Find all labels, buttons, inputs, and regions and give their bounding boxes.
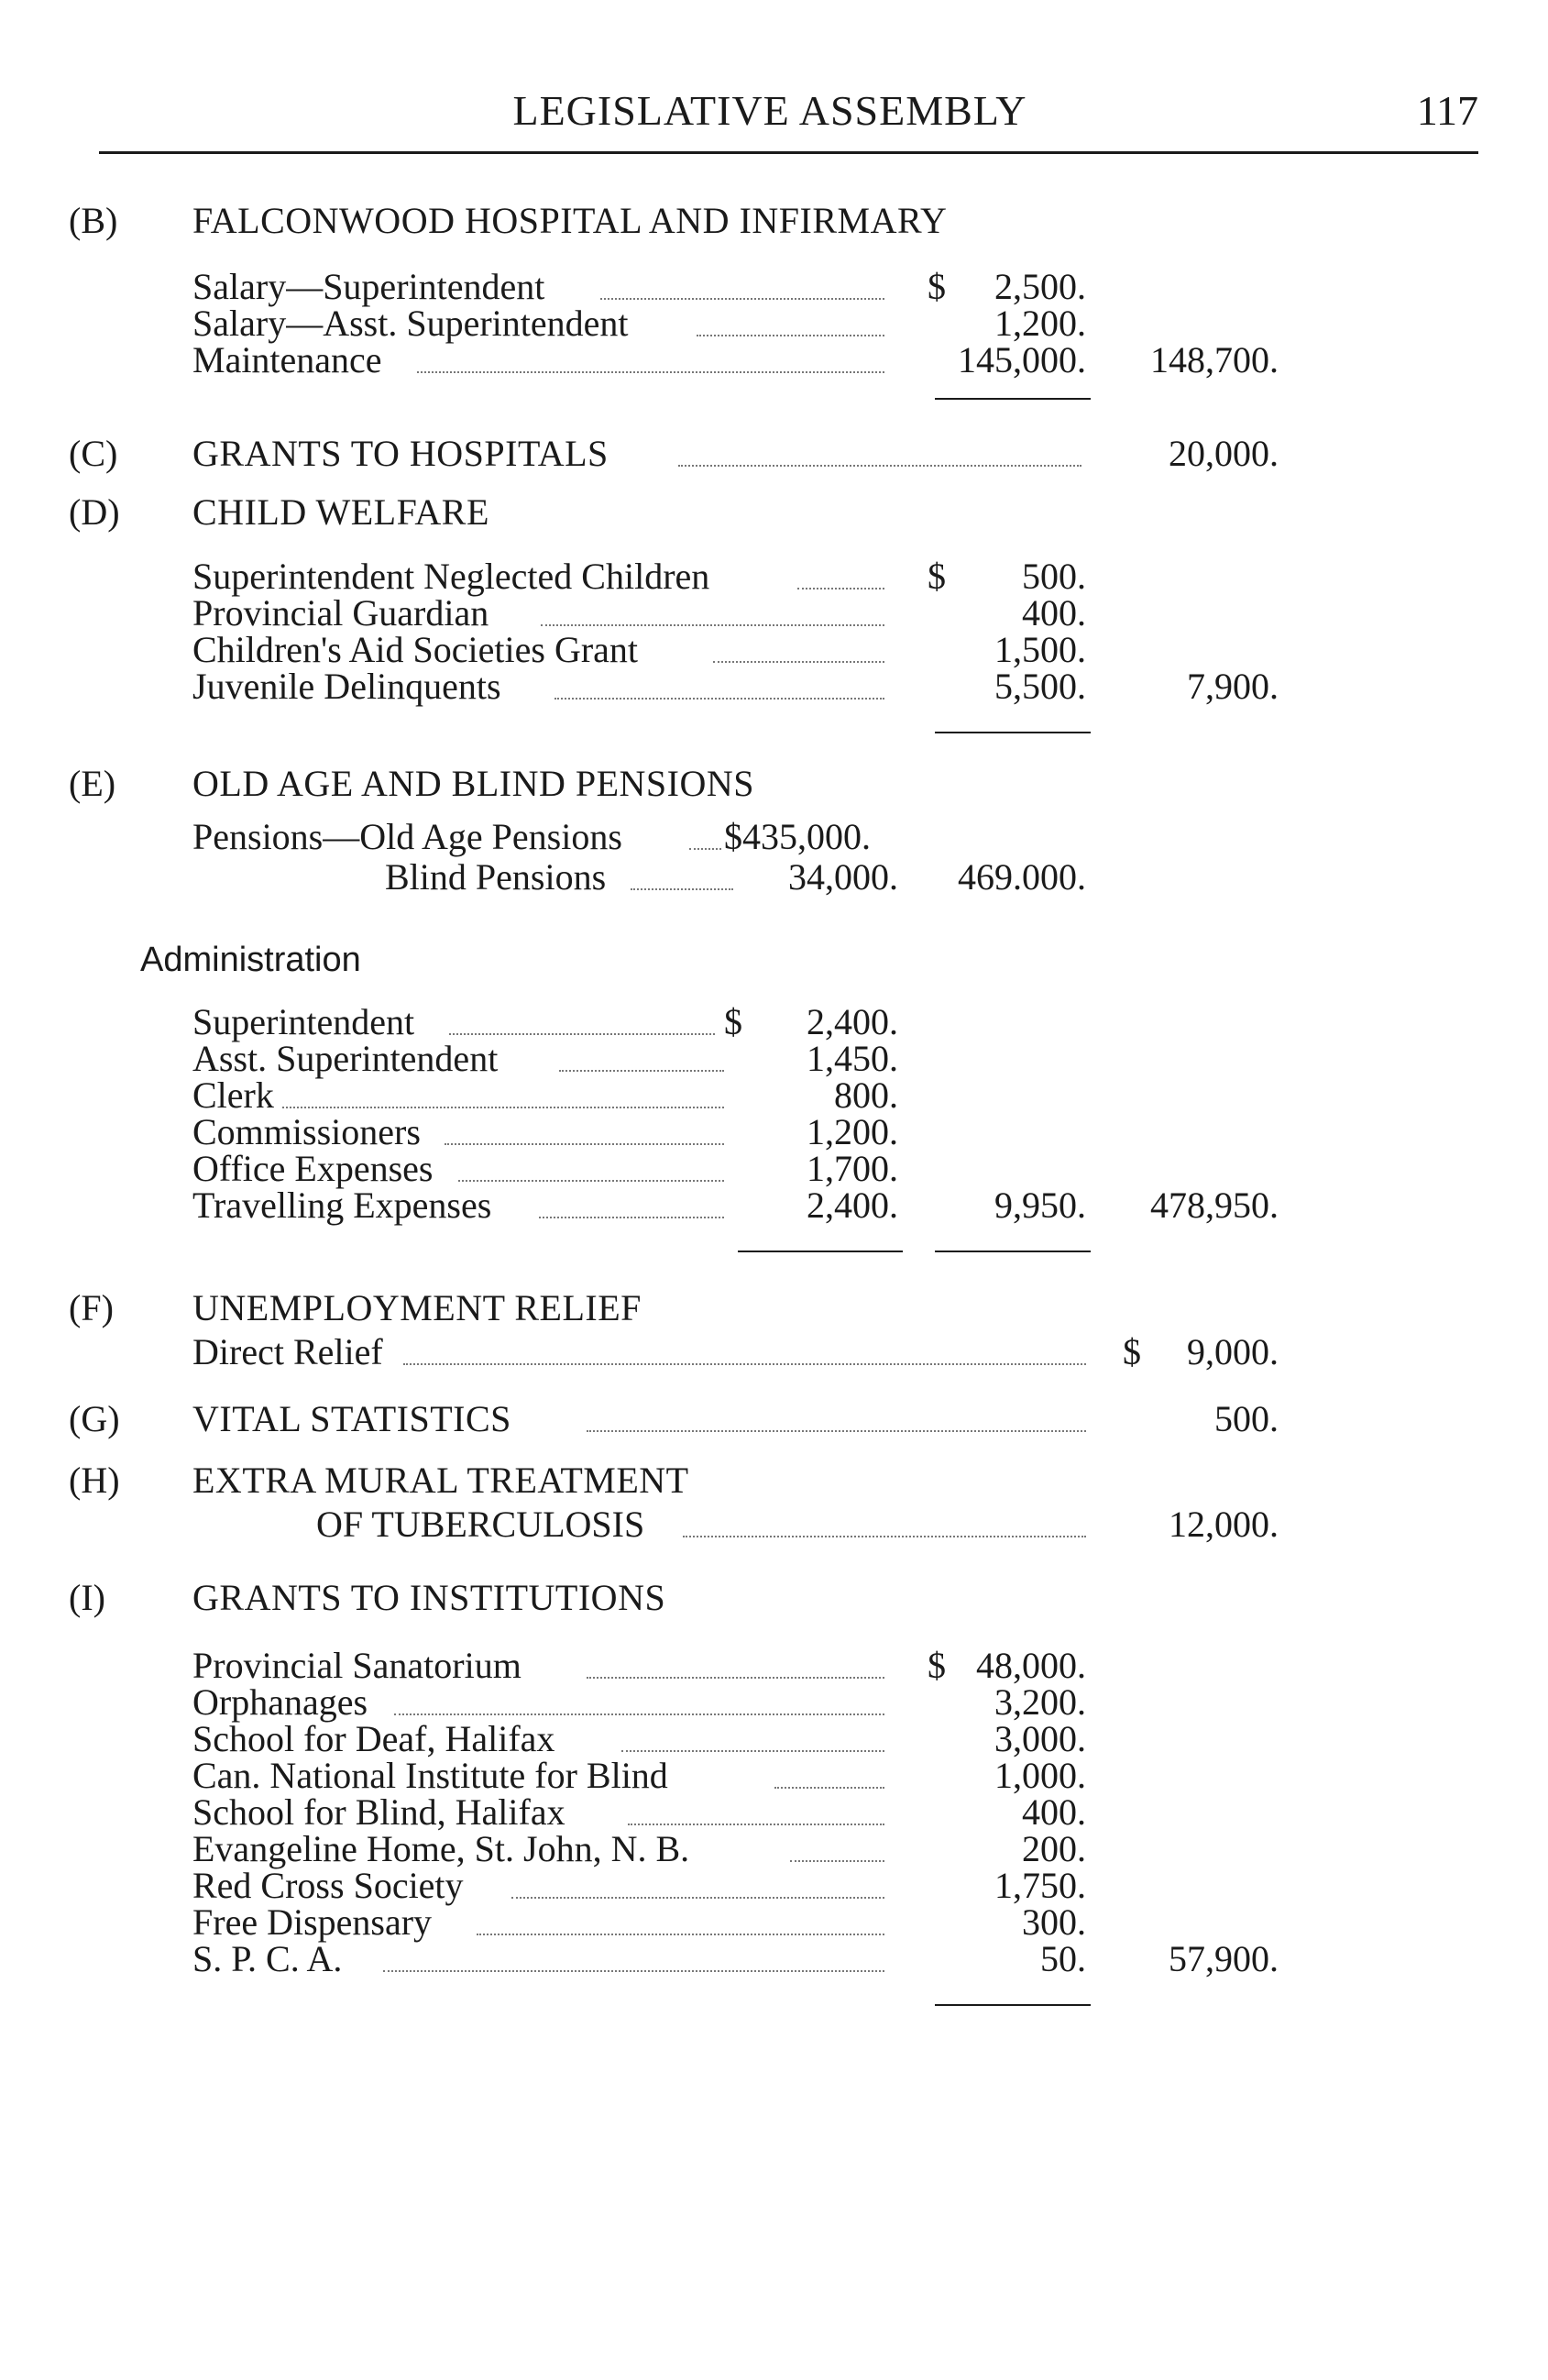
pensions-subtotal: 469.000. [958,856,1086,898]
admin-total: 9,950. [994,1184,1086,1226]
item-label: School for Blind, Halifax [192,1791,565,1833]
item-label: Asst. Superintendent [192,1038,499,1079]
leader-dots [587,1677,884,1679]
leader-dots [774,1787,884,1789]
item-label: School for Deaf, Halifax [192,1718,555,1759]
sum-rule [738,1251,903,1252]
section-total: 12,000. [1169,1504,1279,1545]
item-label: Evangeline Home, St. John, N. B. [192,1828,690,1869]
leader-dots [394,1713,884,1715]
item-amount: 1,700. [807,1148,898,1189]
leader-dots [554,698,884,700]
leader-dots [449,1033,715,1035]
item-label: Maintenance [192,339,382,380]
item-label: Direct Relief [192,1331,383,1372]
section-letter: (E) [69,763,116,804]
item-amount: 500. [1022,556,1086,597]
currency-sign: $ [724,1001,742,1042]
sum-rule [935,732,1091,733]
pensions-prefix: Pensions—Old Age Pensions [192,816,622,857]
section-f-heading [0,1287,1548,1329]
line-item [0,1331,1548,1373]
page-number: 117 [1416,87,1478,134]
section-total: 20,000. [1169,433,1279,474]
currency-sign: $ [928,1645,946,1686]
item-amount: 1,200. [994,303,1086,344]
item-label: Superintendent [192,1001,415,1042]
item-amount: 145,000. [958,339,1086,380]
item-label: Red Cross Society [192,1865,464,1906]
item-label: Orphanages [192,1681,368,1723]
leader-dots [403,1363,1086,1365]
section-title: GRANTS TO INSTITUTIONS [192,1577,666,1618]
section-total: 478,950. [1150,1184,1279,1226]
leader-dots [417,371,884,373]
leader-dots [628,1824,884,1825]
item-label: Provincial Sanatorium [192,1645,521,1686]
section-title: VITAL STATISTICS [192,1398,511,1439]
item-amount: 1,500. [994,629,1086,670]
line-item [0,1938,1548,1980]
item-label: Free Dispensary [192,1901,433,1943]
line-item [0,666,1548,708]
leader-dots [511,1897,884,1899]
leader-dots [621,1750,884,1752]
section-title: UNEMPLOYMENT RELIEF [192,1287,642,1328]
section-total: 9,000. [1187,1331,1279,1372]
item-label: Children's Aid Societies Grant [192,629,639,670]
section-title: OLD AGE AND BLIND PENSIONS [192,763,755,804]
section-total: 148,700. [1150,339,1279,380]
leader-dots [477,1934,884,1935]
item-label: Provincial Guardian [192,592,489,634]
leader-dots [678,465,1081,467]
leader-dots [689,848,721,850]
section-letter: (D) [69,491,120,533]
item-amount: 300. [1022,1901,1086,1943]
line-item [0,339,1548,381]
leader-dots [559,1070,724,1072]
currency-sign: $ [928,556,946,597]
section-i-heading [0,1577,1548,1619]
item-label: Salary—Superintendent [192,266,545,307]
section-letter: (I) [69,1577,105,1618]
item-amount: 2,400. [807,1184,898,1226]
item-amount: 5,500. [994,666,1086,707]
section-total: 7,900. [1187,666,1279,707]
currency-sign: $ [928,266,946,307]
sum-rule [935,398,1091,400]
item-amount: 2,400. [807,1001,898,1042]
section-title: EXTRA MURAL TREATMENT [192,1460,689,1501]
section-total: 57,900. [1169,1938,1279,1979]
section-title-continued: OF TUBERCULOSIS [316,1504,645,1545]
section-total: 500. [1214,1398,1279,1439]
section-title: FALCONWOOD HOSPITAL AND INFIRMARY [192,200,948,241]
item-amount: 1,450. [807,1038,898,1079]
item-label: Juvenile Delinquents [192,666,501,707]
section-h-heading [0,1460,1548,1502]
pensions-old-age-line [0,816,1548,858]
line-item [0,1184,1548,1227]
section-h-heading-cont [0,1504,1548,1546]
item-label: S. P. C. A. [192,1938,343,1979]
item-label: Clerk [192,1074,274,1116]
leader-dots [445,1143,724,1145]
leader-dots [539,1217,724,1218]
item-label: Commissioners [192,1111,421,1152]
section-e-heading [0,763,1548,805]
item-label: Can. National Institute for Blind [192,1755,668,1796]
leader-dots [282,1107,724,1108]
section-title: GRANTS TO HOSPITALS [192,433,609,474]
item-amount: 400. [1022,1791,1086,1833]
page-header-title: LEGISLATIVE ASSEMBLY [512,87,1027,134]
item-amount: 1,000. [994,1755,1086,1796]
leader-dots [790,1860,884,1862]
pensions-blind-line [0,856,1548,898]
administration-heading [0,939,1548,981]
sum-rule [935,1251,1091,1252]
item-amount: 400. [1022,592,1086,634]
section-letter: (G) [69,1398,120,1439]
leader-dots [587,1430,1086,1432]
section-c-heading [0,433,1548,475]
currency-sign: $ [1123,1331,1141,1372]
sum-rule [935,2004,1091,2006]
blind-pensions-label: Blind Pensions [385,856,607,898]
section-g-heading [0,1398,1548,1440]
item-label: Office Expenses [192,1148,434,1189]
item-amount: 48,000. [976,1645,1086,1686]
section-d-heading [0,491,1548,534]
item-label: Superintendent Neglected Children [192,556,710,597]
leader-dots [683,1536,1086,1537]
item-amount: 1,200. [807,1111,898,1152]
leader-dots [383,1970,884,1972]
old-age-pensions-amount: $435,000. [724,816,871,857]
section-title: CHILD WELFARE [192,491,489,533]
item-label: Salary—Asst. Superintendent [192,303,629,344]
leader-dots [458,1180,724,1182]
section-letter: (F) [69,1287,114,1328]
blind-pensions-amount: 34,000. [788,856,898,898]
header-rule [99,151,1478,154]
item-label: Travelling Expenses [192,1184,492,1226]
leader-dots [713,661,884,663]
item-amount: 3,200. [994,1681,1086,1723]
item-amount: 200. [1022,1828,1086,1869]
item-amount: 800. [834,1074,898,1116]
item-amount: 2,500. [994,266,1086,307]
leader-dots [697,335,884,336]
section-letter: (C) [69,433,118,474]
leader-dots [600,298,884,300]
item-amount: 50. [1040,1938,1086,1979]
item-amount: 1,750. [994,1865,1086,1906]
administration-title: Administration [140,941,361,979]
section-letter: (H) [69,1460,120,1501]
section-letter: (B) [69,200,118,241]
section-b-heading [0,200,1548,242]
leader-dots [797,588,884,589]
item-amount: 3,000. [994,1718,1086,1759]
leader-dots [541,624,884,626]
